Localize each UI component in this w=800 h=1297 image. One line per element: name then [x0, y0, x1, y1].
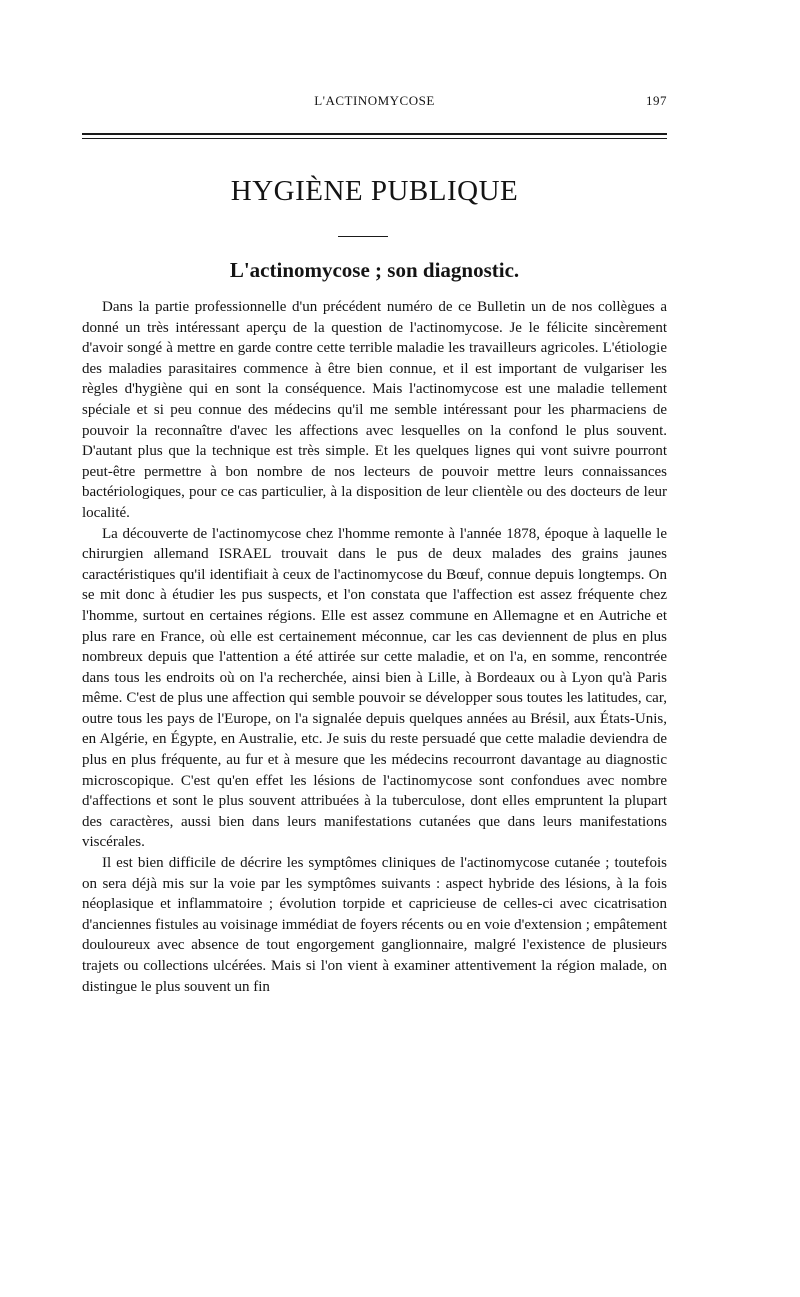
section-title: HYGIÈNE PUBLIQUE [230, 175, 519, 207]
article-title: L'actinomycose ; son diagnostic. [229, 258, 520, 282]
paragraph-3: Il est bien difficile de décrire les symptômes cliniques de l'actinomycose cutanée ; toutefois on sera déjà mis sur la voie par les symptômes suivants : aspect hybride des lésions, à la fois néoplasique et inflammatoire ; évolution torpide et capricieuse de celles-ci avec cicatrisation d'anciennes fistules au voisinage immédiat de foyers récents ou en voie d'extension ; empâtement douloureux avec absence de tout engorgement ganglionnaire, malgré l'existence de plusieurs trajets ou collections ulcérées. Mais si l'on vient à examiner attentivement la région malade, on distingue le plus souvent un fin [82, 855, 667, 995]
running-header [82, 93, 667, 113]
paragraph-2: La découverte de l'actinomycose chez l'homme remonte à l'année 1878, époque à laquelle le chirurgien allemand ISRAEL trouvait dans le pus de deux malades des grains jaunes caractéristiques qu'il identifiait à ceux de l'actinomycose du Bœuf, connue depuis longtemps. On se mit donc à étudier les pus suspects, et l'on constata que l'affection est assez fréquente chez l'homme, surtout en certaines régions. Elle est assez commune en Allemagne et en Autriche et plus rare en France, où elle est certainement méconnue, car les cas deviennent de plus en plus nombreux depuis que l'attention a été attirée sur cette maladie, et on l'a, en somme, rencontrée dans tous les endroits où on l'a recherchée, ainsi bien à Lille, à Bordeaux ou à Lyon qu'à Paris même. C'est de plus une affection qui semble pouvoir se développer sous toutes les latitudes, car, outre tous les pays de l'Europe, on l'a signalée depuis quelques années au Brésil, aux États-Unis, en Algérie, en Égypte, en Australie, etc. Je suis du reste persuadé que cette maladie deviendra de plus en plus fréquente, au fur et à mesure que les médecins recourront davantage au diagnostic microscopique. C'est qu'en effet les lésions de l'actinomycose sont confondues avec nombre d'affections et sont le plus souvent attribuées à la tuberculose, dont elles empruntent la plupart des caractères, aussi bien dans leurs manifestations cutanées que dans leurs manifestations viscérales. [82, 525, 667, 851]
paragraph-1: Dans la partie professionnelle d'un précédent numéro de ce Bulletin un de nos collègues a donné un très intéressant aperçu de la question de l'actinomycose. Je le félicite sincèrement d'avoir songé à mettre en garde contre cette terrible maladie les travailleurs agricoles. L'étiologie des maladies parasitaires commence à être bien connue, et il est important de vulgariser les règles d'hygiène qui en sont la conséquence. Mais l'actinomycose est une maladie tellement spéciale et si peu connue des médecins qu'il me semble intéressant pour les pharmaciens de pouvoir la reconnaître d'avec les affections avec lesquelles on la confond le plus souvent. D'autant plus que la technique est très simple. Et les quelques lignes qui vont suivre pourront peut-être permettre à bon nombre de nos lecteurs de pouvoir mettre leurs connaissances bactériologiques, pour ce cas particulier, à la disposition de leur clientèle ou des docteurs de leur localité. [82, 299, 667, 521]
header-double-rule [82, 133, 667, 139]
page-number: 197 [646, 93, 667, 108]
running-title: L'ACTINOMYCOSE [314, 93, 435, 108]
title-separator-rule [338, 236, 388, 237]
article-body [82, 297, 667, 997]
